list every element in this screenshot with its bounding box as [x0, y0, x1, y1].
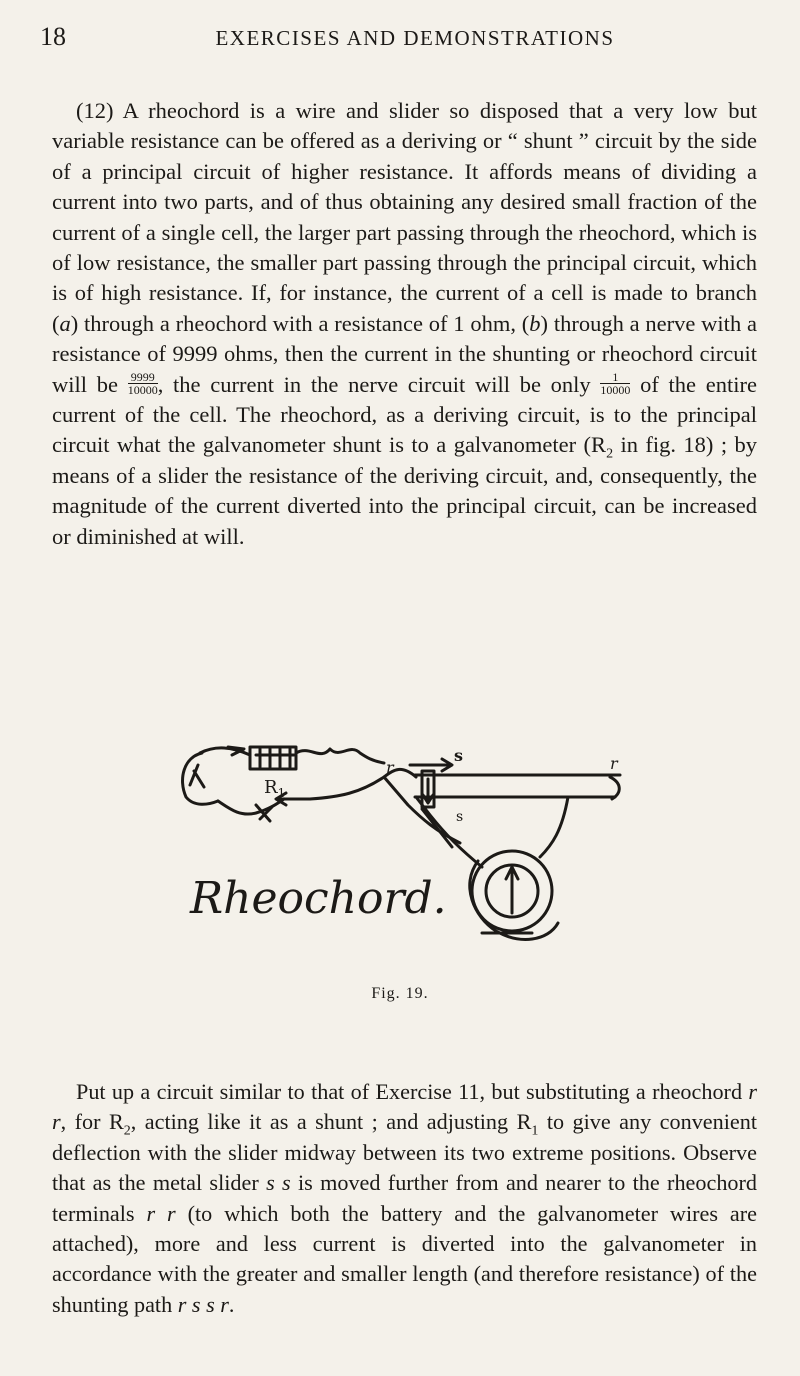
page-number: 18: [40, 22, 66, 51]
figure-19-rheochord-diagram: [160, 735, 640, 975]
arrow-to-slider: [410, 759, 452, 771]
figure-caption: Fig. 19.: [371, 985, 429, 1002]
label-r-left: r: [386, 758, 394, 777]
running-head: EXERCISES AND DEMONSTRATIONS: [215, 26, 615, 50]
label-r1: $R_1$: [264, 777, 286, 800]
label-s-top: s: [454, 746, 464, 765]
resistance-plugs: [256, 749, 294, 767]
battery-plate: [190, 765, 204, 787]
label-r-right: r: [610, 754, 618, 773]
rheochord-circuit-svg: [160, 735, 640, 975]
page-header: [40, 22, 760, 58]
fraction-9999-10000: $\frac{9999}{10000}$: [127, 369, 158, 397]
script-label-rheochord: Rheochord.: [190, 873, 447, 924]
galvanometer-needle: [506, 867, 518, 913]
wire-galvo-to-rheochord: [540, 797, 568, 857]
wire-zigzag: [296, 749, 384, 763]
paragraph-rheochord-description: (12) A rheochord is a wire and slider so disposed that a very low but variable resistance can be offered as a deriving or “ shunt ” circuit by the side of a principal circuit of higher resistance. It affords means of dividing a current into two parts, and of thus obtaining any desired small fraction of the current of a single cell, the larger part passing through the rheochord, which is of low resistance, the smaller part passing through the principal circuit, which is of high resistance. If, for instance, the current of a cell is made to branch (a) through a rheochord with a resistance of 1 ohm, (b) through a nerve with a resistance of 9999 ohms, then the current in the shunting or rheochord circuit will be $\frac{9999}{10000}$ , the current in the nerve circuit will be only $\frac{1}{10000}$ of the entire current of the cell. The rheochord, as a deriving circuit, is to the principal circuit what the galvanometer shunt is to a galvanometer ($R_2$ in fig. 18) ; by means of a slider the resistance of the deriving circuit, and, consequently, the magnitude of the current diverted into the principal circuit, can be increased or diminished at will.: [52, 98, 757, 549]
wire-down-mid: [422, 809, 452, 847]
fraction-1-10000: $\frac{1}{10000}$: [600, 369, 631, 397]
label-s-bottom: s: [456, 809, 464, 825]
wire-down-right: [416, 797, 482, 867]
slider-arrow: [423, 779, 433, 803]
paragraph-exercise-instructions: Put up a circuit similar to that of Exercise 11, but substituting a rheochord r r, for $R_2$, acting like it as a shunt ; and adjusting $R_1$ to give any convenient deflection with the slider midway between its two extreme positions. Observe that as the metal slider s s is moved further from and nearer to the rheochord terminals r r (to which both the battery and the galvanometer wires are attached), more and less current is diverted into the galvanometer in accordance with the greater and smaller length (and therefore resistance) of the shunting path r s s r.: [52, 1079, 758, 1317]
wire-lower-left: [218, 799, 284, 814]
